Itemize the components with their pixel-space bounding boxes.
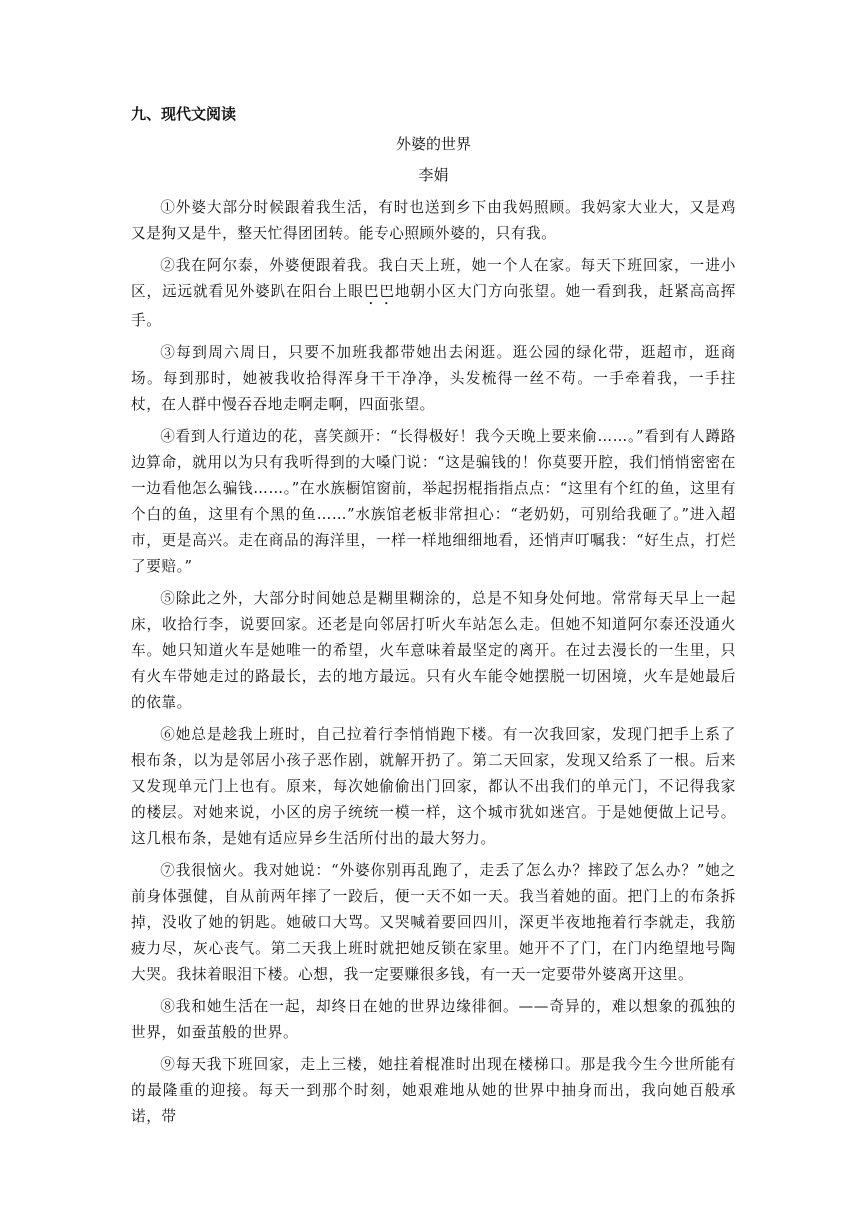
paragraph-5: ⑤除此之外，大部分时间她总是糊里糊涂的，总是不知身处何地。常常每天早上一起床，收拾行李，说要回家。还老是向邻居打听火车站怎么走。但她不知道阿尔泰还没通火车。她只知道火车是她唯一的希望，火车意味着最坚定的离开。在过去漫长的一生里，只有火车带她走过的路最长，去的地方最远。只有火车能令她摆脱一切困境，火车是她最后的依靠。 bbox=[131, 590, 736, 711]
paragraph-8: ⑧我和她生活在一起，却终日在她的世界边缘徘徊。——奇异的，难以想象的孤独的世界，如蚕茧般的世界。 bbox=[131, 998, 736, 1041]
section-heading: 九、现代文阅读 bbox=[131, 105, 237, 123]
article-author: 李娟 bbox=[418, 166, 449, 184]
paragraph-4: ④看到人行道边的花，喜笑颜开：“长得极好！我今天晚上要来偷……。”看到有人蹲路边算命，就用以为只有我听得到的大嗓门说：“这是骗钱的！你莫要开腔，我们悄悄密密在一边看他怎么骗钱……。”在水族橱馆窗前，举起拐棍指指点点：“这里有个红的鱼，这里有个白的鱼，这里有个黑的鱼……”水族馆老板非常担心：“老奶奶，可别给我砸了。”进入超市，更是高兴。走在商品的海洋里，一样一样地细细地看，还悄声叮嘱我：“好生点，打烂了要赔。” bbox=[131, 428, 736, 575]
paragraph-2 bbox=[131, 253, 736, 334]
paragraph-1: ①外婆大部分时候跟着我生活，有时也送到乡下由我妈照顾。我妈家大业大，又是鸡又是狗又是牛，整天忙得团团转。能专心照顾外婆的，只有我。 bbox=[131, 199, 736, 242]
emphasized-word: 巴巴 bbox=[363, 283, 395, 300]
paragraph-3: ③每到周六周日，只要不加班我都带她出去闲逛。逛公园的绿化带，逛超市，逛商场。每到那时，她被我收拾得浑身干干净净，头发梳得一丝不苟。一手牵着我，一手拄杖，在人群中慢吞吞地走啊走啊，四面张望。 bbox=[131, 344, 736, 413]
paragraph-7: ⑦我很恼火。我对她说：“外婆你别再乱跑了，走丢了怎么办？摔跤了怎么办？”她之前身体强健，自从前两年摔了一跤后，便一天不如一天。我当着她的面。把门上的布条拆掉，没收了她的钥匙。她破口大骂。又哭喊着要回四川，深更半夜地拖着行李就走，我筋疲力尽，灰心丧气。第二天我上班时就把她反锁在家里。她开不了门，在门内绝望地号陶大哭。我抹着眼泪下楼。心想，我一定要赚很多钱，有一天一定要带外婆离开这里。 bbox=[131, 862, 736, 983]
article-title: 外婆的世界 bbox=[395, 135, 471, 153]
paragraph-2-text-after: 地朝小区大门方向张望。她一看到我，赶紧高高挥手。 bbox=[131, 283, 736, 329]
paragraph-9: ⑨每天我下班回家，走上三楼，她拄着棍准时出现在楼梯口。那是我今生今世所能有的最隆重的迎接。每天一到那个时刻，她艰难地从她的世界中抽身而出，我向她百般承诺，带 bbox=[131, 1056, 736, 1125]
document-page bbox=[131, 103, 736, 1136]
paragraph-6: ⑥她总是趁我上班时，自己拉着行李悄悄跑下楼。有一次我回家，发现门把手上系了根布条，以为是邻居小孩子恶作剧，就解开扔了。第二天回家，发现又给系了一根。后来又发现单元门上也有。原来，每次她偷偷出门回家，都认不出我们的单元门，不记得我家的楼层。对她来说，小区的房子统统一模一样，这个城市犹如迷宫。于是她便做上记号。这几根布条，是她有适应异乡生活所付出的最大努力。 bbox=[131, 726, 736, 847]
article-body bbox=[131, 195, 736, 1130]
paragraph-2-text-before: ②我在阿尔泰，外婆便跟着我。我白天上班，她一个人在家。每天下班回家，一进小区，远远就看见外婆趴在阳台上眼 bbox=[131, 257, 736, 300]
